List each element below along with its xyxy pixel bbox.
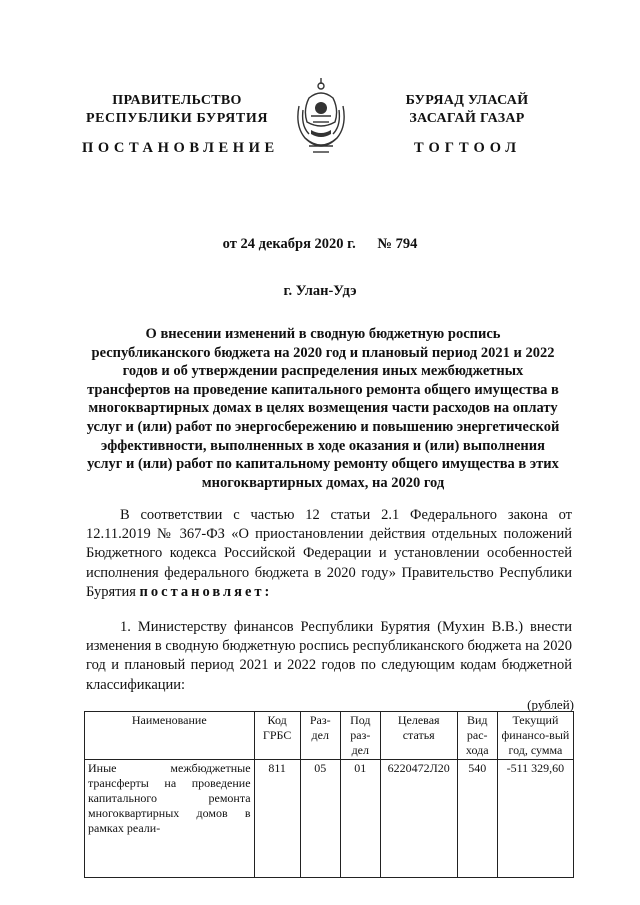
decree-city: г. Улан-Удэ <box>283 283 357 299</box>
table-header-row <box>85 712 574 760</box>
table-row <box>85 760 574 878</box>
header-right <box>362 92 572 128</box>
cell-target: 6220472Л20 <box>380 760 457 878</box>
col-header-name: Наименование <box>85 712 255 760</box>
decree-number: № 794 <box>377 236 418 252</box>
decree-type-left: ПОСТАНОВЛЕНИЕ <box>82 140 279 156</box>
cell-section: 05 <box>300 760 340 878</box>
col-header-amount: Текущий финансо-вый год, сумма <box>497 712 573 760</box>
header-left-line2: РЕСПУБЛИКИ БУРЯТИЯ <box>85 111 269 126</box>
cell-subsection: 01 <box>340 760 380 878</box>
decree-date: от 24 декабря 2020 г. <box>222 236 356 252</box>
header-left <box>72 92 282 128</box>
preamble-text: В соответствии с частью 12 статьи 2.1 Федерального закона от 12.11.2019 № 367-ФЗ «О приостановлении действия отдельных положений Бюджетного кодекса Российской Федерации и установлении особенностей исполнения федерального бюджета в 2020 году» Правительство Республики Бурятия <box>86 507 572 600</box>
paragraph-item-1: 1. Министерству финансов Республики Бурятия (Мухин В.В.) внести изменения в сводную бюджетную роспись республиканского бюджета на 2020 год и плановый период 2021 и 2022 годов по следующим кодам бюджетной классификации: <box>86 619 572 693</box>
header-right-line1: БУРЯАД УЛАСАЙ <box>405 93 529 108</box>
cell-amount: -511 329,60 <box>497 760 573 878</box>
cell-name: Иные межбюджетные трансферты на проведение капитального ремонта многоквартирных домов в рамках реали- <box>85 760 255 878</box>
cell-expense-type: 540 <box>457 760 497 878</box>
decree-type-right: ТОГТООЛ <box>414 140 522 156</box>
header-left-line1: ПРАВИТЕЛЬСТВО <box>112 93 242 108</box>
document-title: О внесении изменений в сводную бюджетную роспись республиканского бюджета на 2020 год и плановый период 2021 и 2022 годов и об утверждении распределения иных межбюджетных трансфертов на проведение капитального ремонта общего имущества в многоквартирных домах в целях возмещения части расходов на оплату услуг и (или) работ по энергосбережению и повышению энергетической эффективности, выполненных в ходе оказания и (или) выполнения услуг и (или) работ по капитальному ремонту общего имущества в этих многоквартирных домах, на 2020 год <box>86 326 560 491</box>
col-header-subsection: Под раз-дел <box>340 712 380 760</box>
coat-of-arms-emblem-icon <box>291 76 351 158</box>
paragraph-preamble <box>86 506 572 602</box>
decree-date-line <box>0 236 640 253</box>
col-header-expense-type: Вид рас-хода <box>457 712 497 760</box>
col-header-section: Раз-дел <box>300 712 340 760</box>
header-right-line2: ЗАСАГАЙ ГАЗАР <box>409 111 525 126</box>
preamble-resolve: постановляет: <box>139 583 273 600</box>
table-unit: (рублей) <box>527 697 574 712</box>
budget-table <box>84 711 574 878</box>
col-header-target: Целевая статья <box>380 712 457 760</box>
cell-grbs: 811 <box>254 760 300 878</box>
col-header-grbs: Код ГРБС <box>254 712 300 760</box>
